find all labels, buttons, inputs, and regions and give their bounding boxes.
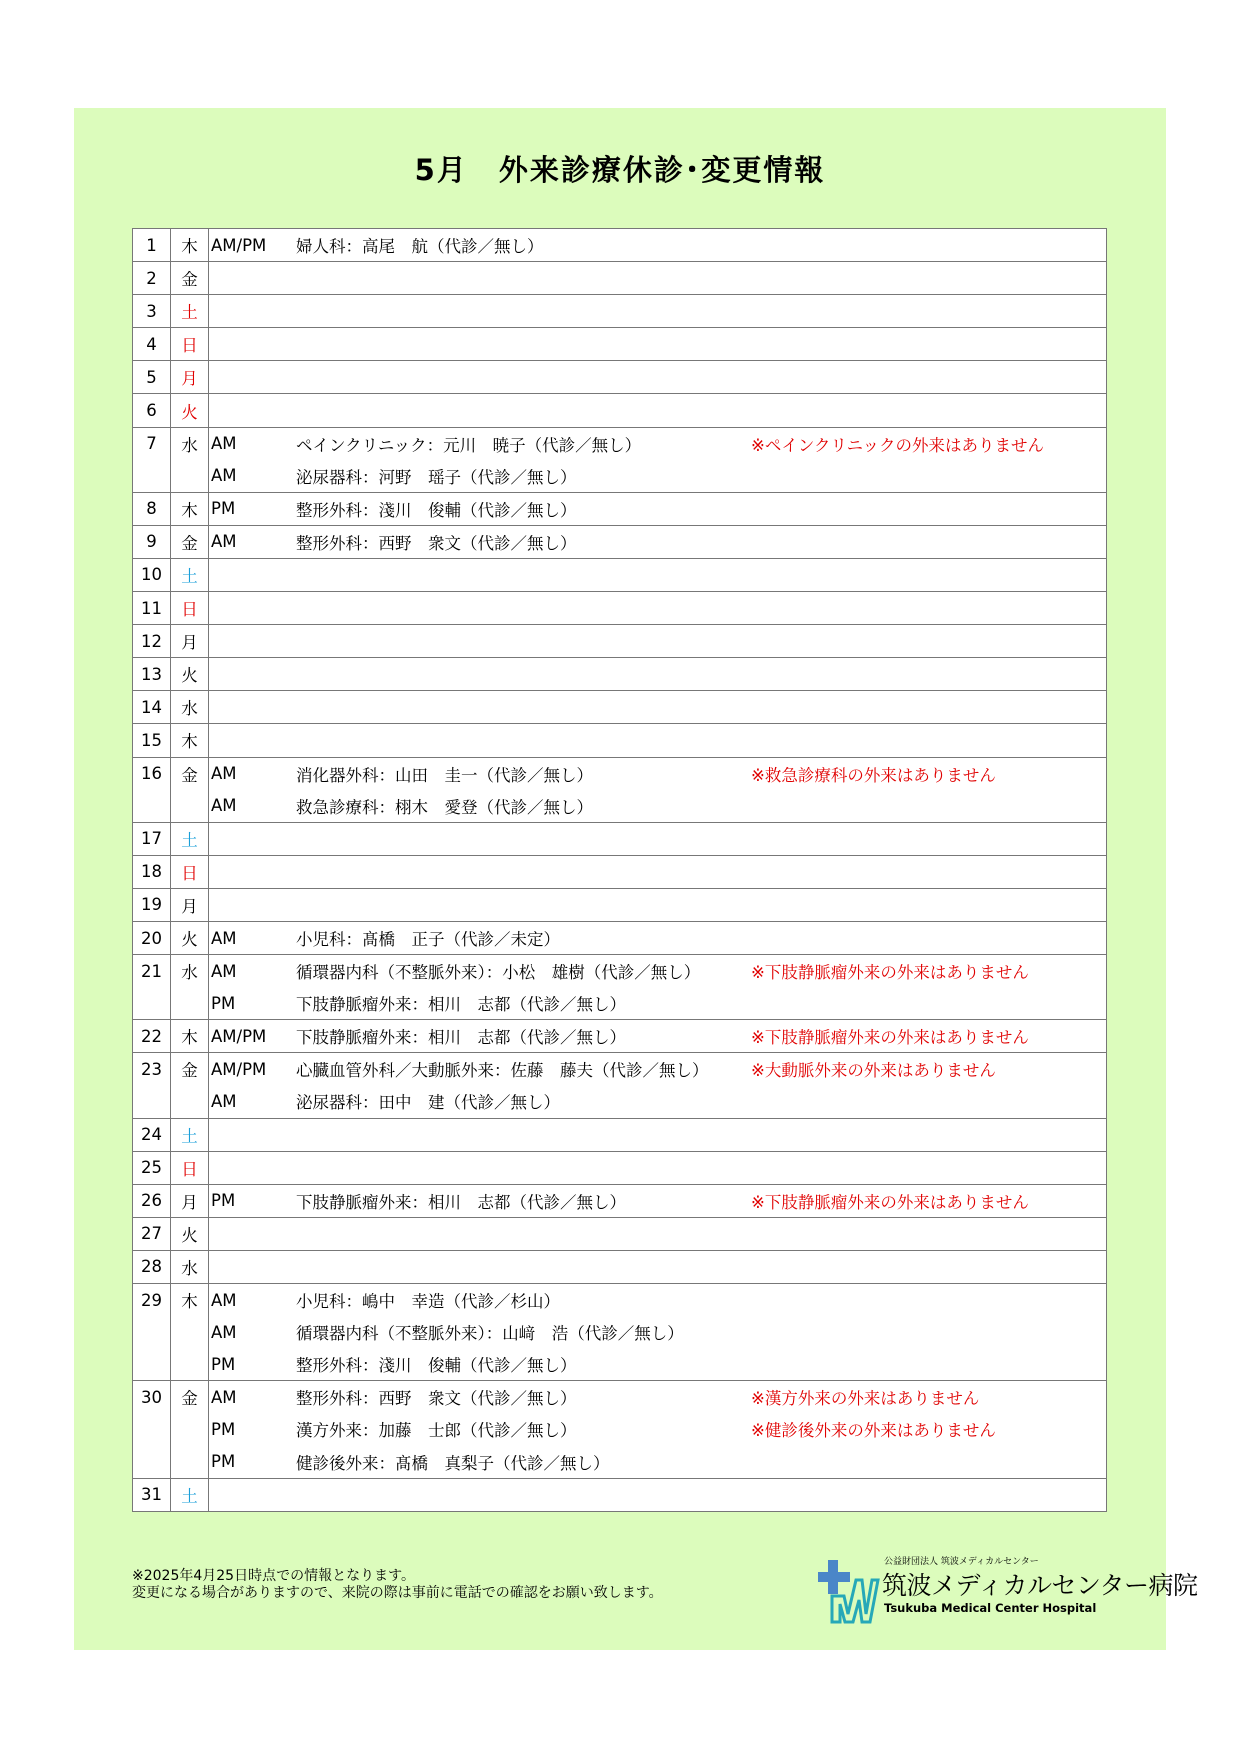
day-cell: 20 — [133, 921, 171, 954]
time-cell: AM — [209, 921, 297, 954]
schedule-row — [133, 757, 1107, 790]
note-cell: ※下肢静脈瘤外来の外来はありません — [751, 955, 1107, 988]
note-cell — [751, 1316, 1107, 1348]
time-cell: PM — [209, 492, 297, 525]
weekday-cell: 火 — [171, 921, 209, 954]
schedule-row — [133, 790, 1107, 823]
schedule-row — [133, 658, 1107, 691]
time-cell — [209, 888, 297, 921]
note-cell — [751, 855, 1107, 888]
time-cell: AM — [209, 1284, 297, 1317]
content-cell — [296, 888, 751, 921]
day-cell: 30 — [133, 1381, 171, 1414]
time-cell — [209, 658, 297, 691]
content-cell: 漢方外来：加藤 士郎（代診／無し） — [296, 1421, 577, 1441]
content-cell — [296, 822, 751, 855]
weekday-cell: 土 — [171, 558, 209, 591]
time-cell — [209, 361, 297, 394]
content-cell — [296, 691, 751, 724]
schedule-row — [133, 1478, 1107, 1511]
day-cell — [133, 987, 171, 1020]
weekday-cell: 水 — [171, 1250, 209, 1283]
content-cell: 循環器内科（不整脈外来）：山﨑 浩（代診／無し） — [296, 1324, 684, 1344]
time-cell: AM — [209, 525, 297, 558]
footnote — [132, 1568, 663, 1602]
day-cell: 17 — [133, 822, 171, 855]
time-cell: PM — [209, 1184, 297, 1217]
day-cell: 2 — [133, 262, 171, 295]
content-cell: 泌尿器科：河野 瑶子（代診／無し） — [296, 467, 577, 487]
note-cell — [751, 1445, 1107, 1478]
note-cell — [751, 724, 1107, 757]
day-cell: 5 — [133, 361, 171, 394]
weekday-cell — [171, 1316, 209, 1348]
day-cell: 13 — [133, 658, 171, 691]
day-cell: 25 — [133, 1151, 171, 1184]
weekday-cell: 土 — [171, 822, 209, 855]
content-cell: 下肢静脈瘤外来：相川 志都（代診／無し） — [296, 1020, 751, 1053]
note-cell — [751, 1284, 1107, 1317]
day-cell: 10 — [133, 558, 171, 591]
schedule-row — [133, 295, 1107, 328]
schedule-row — [133, 1085, 1107, 1118]
weekday-cell: 木 — [171, 492, 209, 525]
note-cell — [751, 1478, 1107, 1511]
weekday-cell: 火 — [171, 394, 209, 427]
content-cell — [296, 592, 751, 625]
day-cell: 12 — [133, 625, 171, 658]
content-cell: 整形外科：淺川 俊輔（代診／無し） — [296, 492, 751, 525]
footnote-line-1: ※2025年4月25日時点での情報となります。 — [132, 1568, 415, 1584]
content-cell — [296, 328, 751, 361]
schedule-row — [133, 1118, 1107, 1151]
content-cell: 心臓血管外科／大動脈外来：佐藤 藤夫（代診／無し） — [296, 1053, 751, 1086]
schedule-row — [133, 625, 1107, 658]
content-cell — [296, 295, 751, 328]
weekday-cell: 月 — [171, 625, 209, 658]
schedule-row — [133, 955, 1107, 988]
weekday-cell — [171, 1085, 209, 1118]
footnote-line-2: 変更になる場合がありますので、来院の際は事前に電話での確認をお願い致します。 — [132, 1585, 663, 1601]
weekday-cell: 火 — [171, 1217, 209, 1250]
weekday-cell: 木 — [171, 1020, 209, 1053]
schedule-row — [133, 724, 1107, 757]
day-cell: 8 — [133, 492, 171, 525]
content-cell — [296, 558, 751, 591]
schedule-row — [133, 1348, 1107, 1381]
content-cell — [296, 262, 751, 295]
content-cell: ペインクリニック：元川 暁子（代診／無し） — [296, 427, 751, 460]
weekday-cell: 月 — [171, 888, 209, 921]
weekday-cell: 月 — [171, 1184, 209, 1217]
note-cell — [751, 691, 1107, 724]
note-cell — [751, 1118, 1107, 1151]
schedule-body — [133, 229, 1107, 1512]
schedule-row — [133, 1184, 1107, 1217]
note-cell: ※ペインクリニックの外来はありません — [751, 427, 1107, 460]
day-cell: 16 — [133, 757, 171, 790]
schedule-row — [133, 328, 1107, 361]
schedule-row — [133, 888, 1107, 921]
content-cell — [296, 1151, 751, 1184]
day-cell: 15 — [133, 724, 171, 757]
schedule-row — [133, 987, 1107, 1020]
schedule-row — [133, 1381, 1107, 1414]
weekday-cell: 水 — [171, 691, 209, 724]
day-cell: 9 — [133, 525, 171, 558]
note-cell: ※救急診療科の外来はありません — [751, 757, 1107, 790]
day-cell: 22 — [133, 1020, 171, 1053]
day-cell — [133, 1348, 171, 1381]
note-cell — [751, 1217, 1107, 1250]
page-title: 5月 外来診療休診･変更情報 — [414, 153, 826, 187]
note-cell — [751, 987, 1107, 1020]
note-cell: ※大動脈外来の外来はありません — [751, 1053, 1107, 1086]
note-cell — [751, 492, 1107, 525]
content-cell: 小児科：嶋中 幸造（代診／杉山） — [296, 1284, 751, 1317]
time-cell: AM — [211, 796, 237, 816]
time-cell — [209, 855, 297, 888]
schedule-row — [133, 427, 1107, 460]
schedule-row — [133, 1217, 1107, 1250]
weekday-cell: 金 — [171, 1381, 209, 1414]
time-cell: AM/PM — [209, 1053, 297, 1086]
weekday-cell — [171, 1348, 209, 1381]
time-cell — [209, 592, 297, 625]
content-cell: 循環器内科（不整脈外来）：小松 雄樹（代診／無し） — [296, 955, 751, 988]
content-cell: 泌尿器科：田中 建（代診／無し） — [296, 1093, 560, 1113]
time-cell: AM — [211, 466, 237, 486]
note-cell — [751, 822, 1107, 855]
note-cell — [751, 361, 1107, 394]
time-cell: AM — [209, 955, 297, 988]
time-cell: PM — [211, 1419, 236, 1439]
weekday-cell: 木 — [171, 724, 209, 757]
schedule-row — [133, 855, 1107, 888]
note-cell — [751, 460, 1107, 493]
schedule-row — [133, 1284, 1107, 1317]
content-cell: 整形外科：西野 衆文（代診／無し） — [296, 1381, 751, 1414]
time-cell: AM — [211, 1322, 237, 1342]
content-cell — [296, 394, 751, 427]
time-cell — [209, 691, 297, 724]
day-cell: 1 — [133, 229, 171, 262]
content-cell — [296, 1118, 751, 1151]
day-cell: 27 — [133, 1217, 171, 1250]
weekday-cell: 土 — [171, 295, 209, 328]
time-cell — [209, 295, 297, 328]
content-cell — [296, 1250, 751, 1283]
hospital-logo-icon — [818, 1560, 880, 1626]
schedule-row — [133, 691, 1107, 724]
note-cell — [751, 328, 1107, 361]
day-cell: 29 — [133, 1284, 171, 1317]
day-cell — [133, 1445, 171, 1478]
weekday-cell: 水 — [171, 955, 209, 988]
schedule-row — [133, 1151, 1107, 1184]
time-cell — [209, 1478, 297, 1511]
schedule-row — [133, 822, 1107, 855]
content-cell — [296, 1217, 751, 1250]
note-cell — [751, 229, 1107, 262]
schedule-row — [133, 592, 1107, 625]
content-cell — [296, 625, 751, 658]
day-cell: 26 — [133, 1184, 171, 1217]
time-cell: AM — [209, 427, 297, 460]
note-cell — [751, 1085, 1107, 1118]
content-cell: 消化器外科：山田 圭一（代診／無し） — [296, 757, 751, 790]
schedule-row — [133, 361, 1107, 394]
weekday-cell: 月 — [171, 361, 209, 394]
content-cell: 整形外科：西野 衆文（代診／無し） — [296, 525, 751, 558]
note-cell — [751, 658, 1107, 691]
weekday-cell: 金 — [171, 525, 209, 558]
weekday-cell: 日 — [171, 1151, 209, 1184]
time-cell — [209, 262, 297, 295]
weekday-cell: 日 — [171, 328, 209, 361]
weekday-cell: 水 — [171, 427, 209, 460]
content-cell: 婦人科：高尾 航（代診／無し） — [296, 229, 751, 262]
weekday-cell: 木 — [171, 229, 209, 262]
schedule-row — [133, 1053, 1107, 1086]
content-cell — [296, 361, 751, 394]
day-cell: 18 — [133, 855, 171, 888]
schedule-row — [133, 460, 1107, 493]
time-cell — [209, 1250, 297, 1283]
logo-hospital-name: 筑波メディカルセンター病院 — [882, 1571, 1198, 1600]
day-cell: 28 — [133, 1250, 171, 1283]
time-cell — [209, 724, 297, 757]
weekday-cell: 金 — [171, 757, 209, 790]
day-cell — [133, 790, 171, 823]
content-cell — [296, 1478, 751, 1511]
day-cell: 21 — [133, 955, 171, 988]
day-cell: 14 — [133, 691, 171, 724]
schedule-row — [133, 492, 1107, 525]
day-cell: 19 — [133, 888, 171, 921]
schedule-row — [133, 1445, 1107, 1478]
content-cell — [296, 658, 751, 691]
note-cell — [751, 888, 1107, 921]
logo-hospital-name-en: Tsukuba Medical Center Hospital — [884, 1601, 1097, 1615]
weekday-cell: 日 — [171, 592, 209, 625]
content-cell — [296, 724, 751, 757]
time-cell — [209, 822, 297, 855]
schedule-row — [133, 262, 1107, 295]
weekday-cell: 火 — [171, 658, 209, 691]
weekday-cell: 土 — [171, 1118, 209, 1151]
note-cell — [751, 921, 1107, 954]
weekday-cell — [171, 1445, 209, 1478]
weekday-cell — [171, 790, 209, 823]
note-cell — [751, 525, 1107, 558]
time-cell: AM — [209, 1381, 297, 1414]
time-cell: PM — [211, 993, 236, 1013]
time-cell: AM — [209, 757, 297, 790]
time-cell: AM/PM — [209, 1020, 297, 1053]
note-cell: ※下肢静脈瘤外来の外来はありません — [751, 1020, 1107, 1053]
content-cell: 下肢静脈瘤外来：相川 志都（代診／無し） — [296, 1184, 751, 1217]
weekday-cell: 土 — [171, 1478, 209, 1511]
weekday-cell: 金 — [171, 262, 209, 295]
note-cell — [751, 262, 1107, 295]
note-cell — [751, 295, 1107, 328]
day-cell — [133, 1316, 171, 1348]
day-cell: 4 — [133, 328, 171, 361]
schedule-row — [133, 229, 1107, 262]
content-cell: 小児科：髙橋 正子（代診／未定） — [296, 921, 751, 954]
schedule-row — [133, 394, 1107, 427]
weekday-cell — [171, 1413, 209, 1445]
note-cell — [751, 394, 1107, 427]
weekday-cell — [171, 987, 209, 1020]
logo-org-name: 公益財団法人 筑波メディカルセンター — [884, 1557, 1039, 1567]
content-cell: 健診後外来：髙橋 真梨子（代診／無し） — [296, 1453, 610, 1473]
schedule-row — [133, 558, 1107, 591]
time-cell: PM — [211, 1452, 236, 1472]
content-cell — [296, 855, 751, 888]
hospital-logo — [818, 1554, 1198, 1630]
content-cell: 整形外科：淺川 俊輔（代診／無し） — [296, 1356, 577, 1376]
day-cell: 11 — [133, 592, 171, 625]
schedule-row — [133, 1250, 1107, 1283]
time-cell — [209, 625, 297, 658]
time-cell — [209, 1217, 297, 1250]
schedule-row — [133, 525, 1107, 558]
weekday-cell: 日 — [171, 855, 209, 888]
day-cell — [133, 1085, 171, 1118]
day-cell: 24 — [133, 1118, 171, 1151]
day-cell: 3 — [133, 295, 171, 328]
day-cell: 6 — [133, 394, 171, 427]
note-cell — [751, 558, 1107, 591]
time-cell — [209, 328, 297, 361]
time-cell — [209, 558, 297, 591]
schedule-row — [133, 1020, 1107, 1053]
weekday-cell — [171, 460, 209, 493]
day-cell: 7 — [133, 427, 171, 460]
weekday-cell: 木 — [171, 1284, 209, 1317]
day-cell — [133, 1413, 171, 1445]
note-cell: ※漢方外来の外来はありません — [751, 1381, 1107, 1414]
schedule-row — [133, 1316, 1107, 1348]
content-cell: 救急診療科：栩木 愛登（代診／無し） — [296, 797, 593, 817]
note-cell: ※下肢静脈瘤外来の外来はありません — [751, 1184, 1107, 1217]
day-cell — [133, 460, 171, 493]
day-cell: 23 — [133, 1053, 171, 1086]
note-cell: ※健診後外来の外来はありません — [751, 1413, 1107, 1445]
note-cell — [751, 1348, 1107, 1381]
notice-panel — [74, 108, 1198, 1650]
content-cell: 下肢静脈瘤外来：相川 志都（代診／無し） — [296, 995, 626, 1015]
note-cell — [751, 625, 1107, 658]
note-cell — [751, 790, 1107, 823]
time-cell: AM — [211, 1091, 237, 1111]
note-cell — [751, 592, 1107, 625]
note-cell — [751, 1151, 1107, 1184]
time-cell — [209, 1118, 297, 1151]
note-cell — [751, 1250, 1107, 1283]
time-cell: AM/PM — [209, 229, 297, 262]
schedule-row — [133, 1413, 1107, 1445]
schedule-table — [132, 228, 1107, 1512]
time-cell — [209, 1151, 297, 1184]
weekday-cell: 金 — [171, 1053, 209, 1086]
day-cell: 31 — [133, 1478, 171, 1511]
schedule-row — [133, 921, 1107, 954]
time-cell: PM — [211, 1354, 236, 1374]
time-cell — [209, 394, 297, 427]
